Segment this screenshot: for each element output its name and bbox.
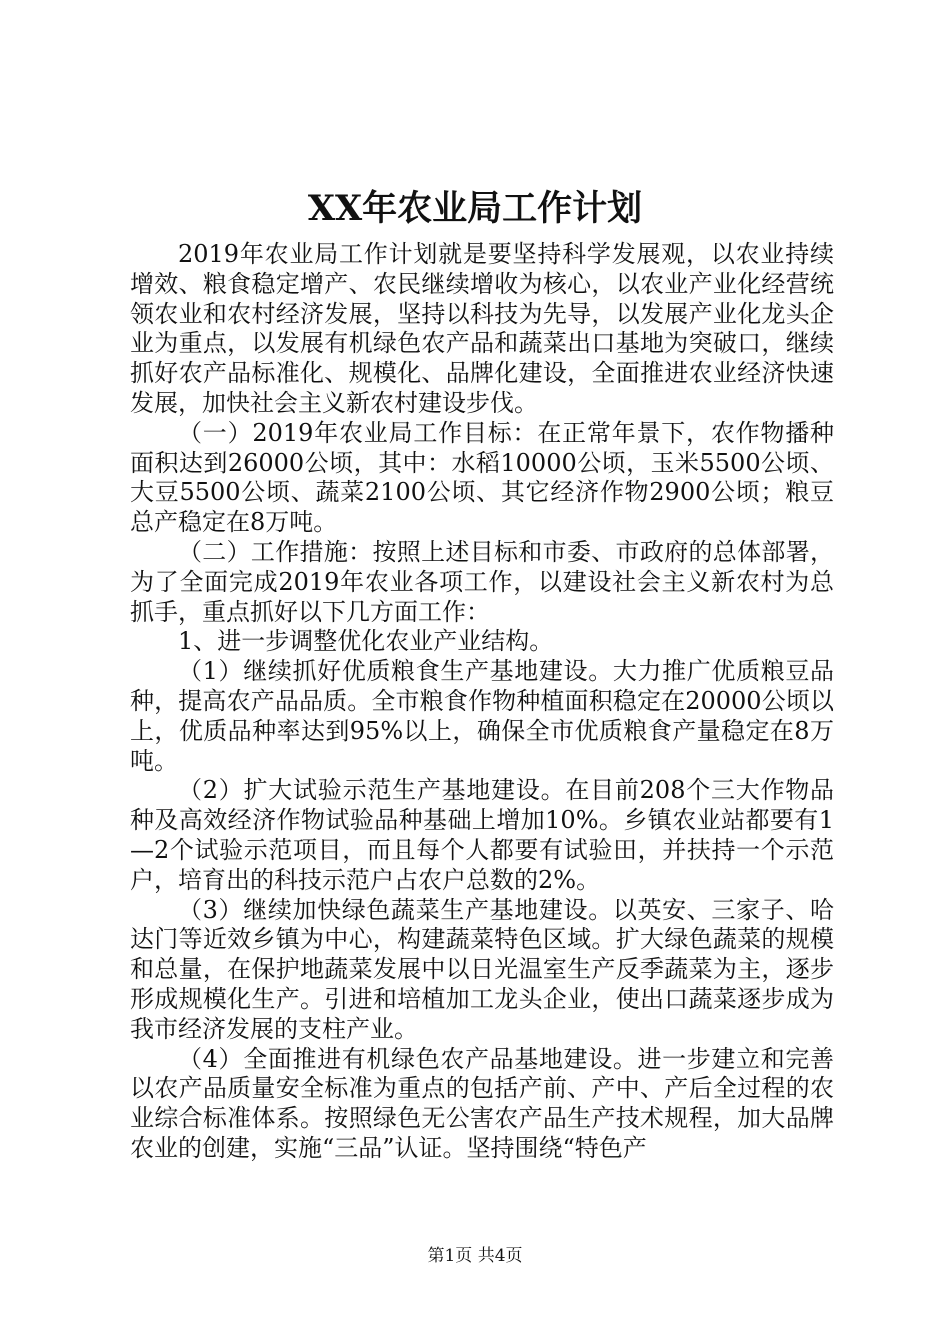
paragraph-intro: 2019年农业局工作计划就是要坚持科学发展观，以农业持续增效、粮食稳定增产、农民继续增收为核心，以农业产业化经营统领农业和农村经济发展，坚持以科技为先导，以发展产业化龙头企业为重点，以发展有机绿色农产品和蔬菜出口基地为突破口，继续抓好农产品标准化、规模化、品牌化建设，全面推进农业经济快速发展，加快社会主义新农村建设步伐。 <box>130 240 834 417</box>
paragraph-item-1-3: （3）继续加快绿色蔬菜生产基地建设。以英安、三家子、哈达门等近效乡镇为中心，构建蔬菜特色区域。扩大绿色蔬菜的规模和总量，在保护地蔬菜发展中以日光温室生产反季蔬菜为主，逐步形成规模化生产。引进和培植加工龙头企业，使出口蔬菜逐步成为我市经济发展的支柱产业。 <box>130 895 834 1043</box>
document-body <box>130 240 834 1164</box>
document-title: XX年农业局工作计划 <box>307 188 643 229</box>
page-number-footer: 第1页 共4页 <box>427 1246 523 1266</box>
paragraph-item-1-1: （1）继续抓好优质粮食生产基地建设。大力推广优质粮豆品种，提高农产品品质。全市粮食作物种植面积稳定在20000公顷以上，优质品种率达到95%以上，确保全市优质粮食产量稳定在8万吨。 <box>130 657 834 775</box>
paragraph-item-1-4: （4）全面推进有机绿色农产品基地建设。进一步建立和完善以农产品质量安全标准为重点的包括产前、产中、产后全过程的农业综合标准体系。按照绿色无公害农产品生产技术规程，加大品牌农业的创建，实施“三品”认证。坚持围绕“特色产 <box>130 1044 834 1162</box>
paragraph-item-1: 1、进一步调整优化农业产业结构。 <box>178 627 554 656</box>
paragraph-item-1-2: （2）扩大试验示范生产基地建设。在目前208个三大作物品种及高效经济作物试验品种基础上增加10%。乡镇农业站都要有1—2个试验示范项目，而且每个人都要有试验田，并扶持一个示范户，培育出的科技示范户占农户总数的2%。 <box>130 776 834 894</box>
paragraph-measures: （二）工作措施：按照上述目标和市委、市政府的总体部署，为了全面完成2019年农业各项工作，以建设社会主义新农村为总抓手，重点抓好以下几方面工作： <box>130 537 834 626</box>
paragraph-goals: （一）2019年农业局工作目标：在正常年景下，农作物播种面积达到26000公顷，其中：水稻10000公顷，玉米5500公顷、大豆5500公顷、蔬菜2100公顷、其它经济作物2900公顷；粮豆总产稳定在8万吨。 <box>130 418 834 537</box>
